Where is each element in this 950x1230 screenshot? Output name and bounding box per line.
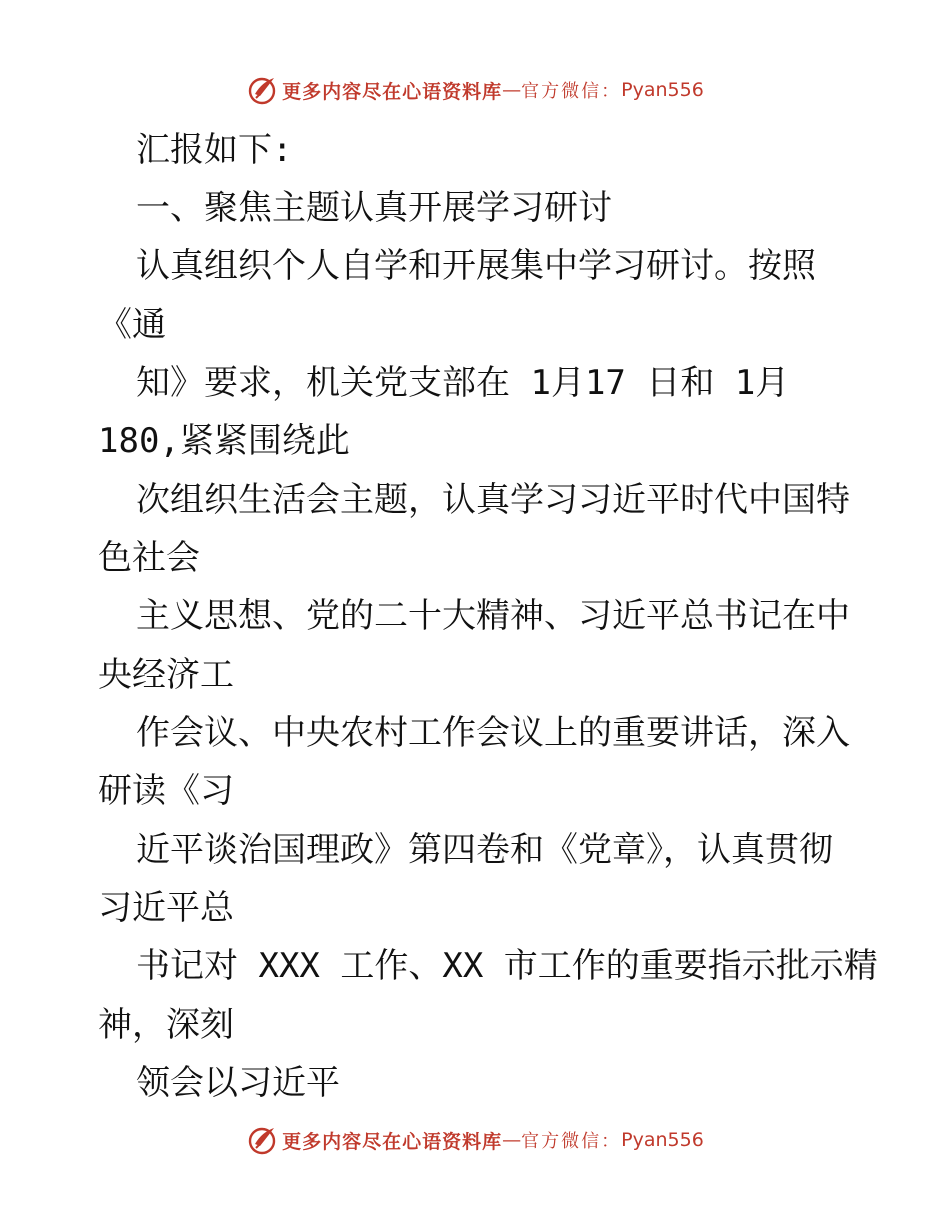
- quill-logo-icon: [246, 1124, 278, 1156]
- body-line: 书记对 XXX 工作、XX 市工作的重要指示批示精: [136, 946, 878, 986]
- footer-watermark-banner: [0, 1120, 950, 1160]
- section-heading: 一、聚焦主题认真开展学习研讨: [136, 188, 612, 228]
- body-line: 《通: [98, 305, 166, 345]
- body-line: 神，深刻: [98, 1005, 234, 1045]
- body-line: 认真组织个人自学和开展集中学习研讨。按照: [136, 246, 816, 286]
- body-line: 作会议、中央农村工作会议上的重要讲话，深入: [136, 713, 850, 753]
- body-line: 习近平总: [98, 888, 234, 928]
- header-main-text: 更多内容尽在心语资料库: [282, 80, 503, 103]
- body-line: 近平谈治国理政》第四卷和《党章》，认真贯彻: [136, 830, 833, 870]
- footer-wechat-id: Pyan556: [621, 1129, 704, 1151]
- footer-sub-text: 官方微信：: [521, 1131, 622, 1152]
- quill-logo-icon: [246, 74, 278, 106]
- header-dash: —: [502, 79, 522, 101]
- header-sub-text: 官方微信：: [521, 81, 622, 102]
- body-line: 180,紧紧围绕此: [98, 421, 350, 461]
- header-watermark-banner: [0, 70, 950, 110]
- body-line: 研读《习: [98, 771, 234, 811]
- body-line: 次组织生活会主题，认真学习习近平时代中国特: [136, 480, 850, 520]
- body-line: 领会以习近平: [136, 1063, 340, 1103]
- body-line: 央经济工: [98, 655, 234, 695]
- body-line: 主义思想、党的二十大精神、习近平总书记在中: [136, 596, 850, 636]
- body-line: 汇报如下:: [136, 130, 293, 170]
- footer-main-text: 更多内容尽在心语资料库: [282, 1130, 503, 1153]
- body-line: 知》要求，机关党支部在 1月17 日和 1月: [136, 363, 790, 403]
- header-wechat-id: Pyan556: [621, 79, 704, 101]
- body-line: 色社会: [98, 538, 200, 578]
- footer-dash: —: [502, 1129, 522, 1151]
